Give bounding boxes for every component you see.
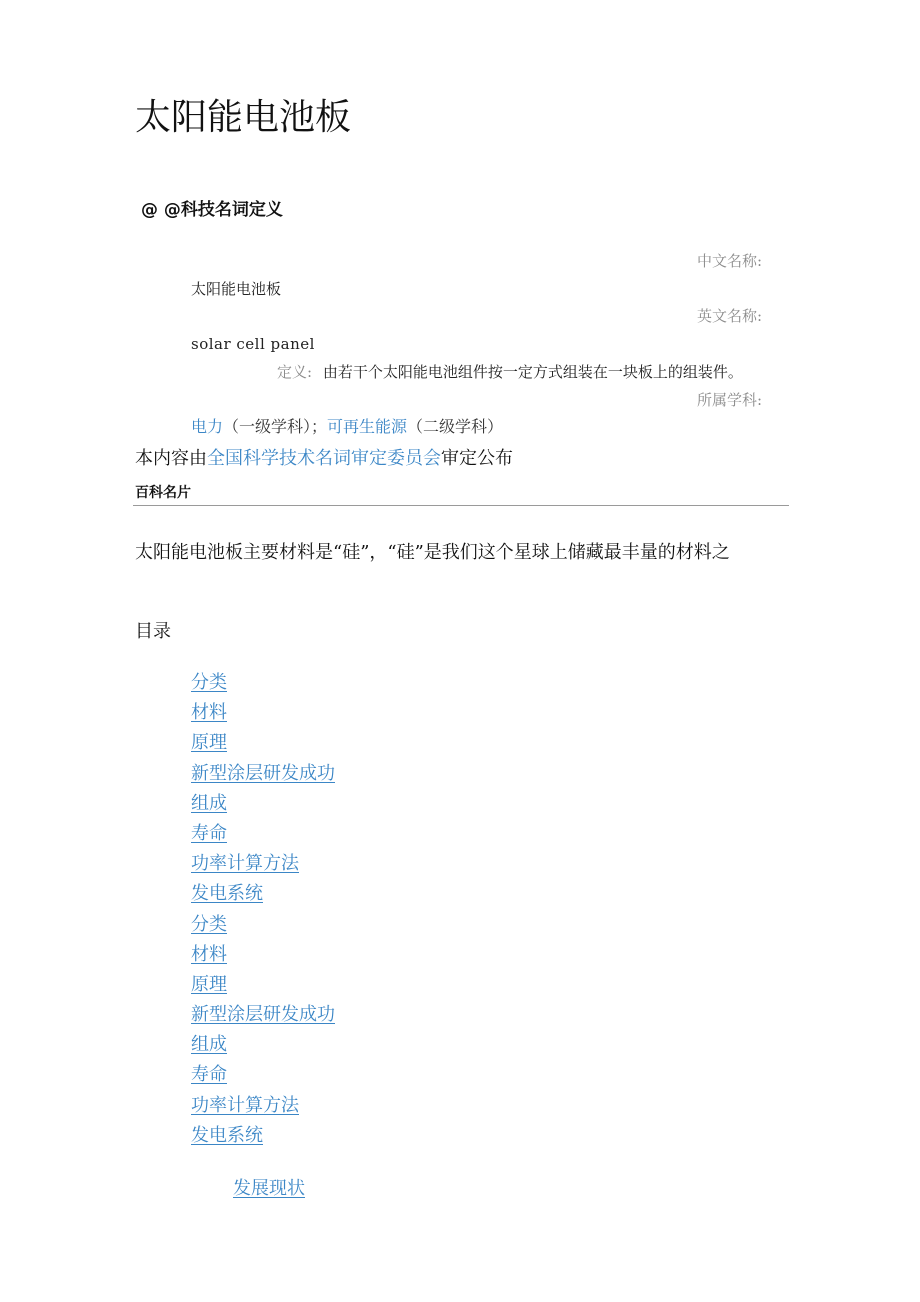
toc-list	[191, 670, 335, 1153]
toc-link-materials[interactable]: 材料	[191, 943, 227, 965]
subject-primary-link[interactable]: 电力	[191, 417, 224, 436]
cn-name-value: 太阳能电池板	[191, 280, 282, 298]
toc-link-generation-system[interactable]: 发电系统	[191, 1124, 263, 1146]
en-name-label: 英文名称:	[697, 307, 763, 325]
definition-row	[277, 361, 743, 383]
toc-item	[191, 851, 335, 881]
toc-link-generation-system[interactable]: 发电系统	[191, 883, 263, 905]
cn-name-label: 中文名称:	[697, 252, 763, 270]
toc-item	[191, 881, 335, 911]
committee-link[interactable]: 全国科学技术名词审定委员会	[207, 448, 441, 469]
subject-secondary-note: （二级学科）	[407, 417, 504, 436]
notice-prefix: 本内容由	[135, 448, 207, 469]
toc-item	[191, 791, 335, 821]
definition-value: 由若干个太阳能电池组件按一定方式组装在一块板上的组装件。	[322, 363, 743, 381]
toc-link-classification[interactable]: 分类	[191, 913, 227, 935]
toc-item	[191, 912, 335, 942]
notice-suffix: 审定公布	[441, 448, 513, 469]
toc-item	[191, 761, 335, 791]
publication-notice	[135, 446, 513, 472]
toc-link-development-status[interactable]: 发展现状	[233, 1178, 305, 1199]
toc-item	[191, 972, 335, 1002]
section-divider	[133, 505, 789, 506]
toc-item	[191, 942, 335, 972]
toc-item	[191, 670, 335, 700]
subject-primary-note: （一级学科）；	[223, 417, 328, 436]
toc-link-lifespan[interactable]: 寿命	[191, 1064, 227, 1086]
toc-item	[191, 1062, 335, 1092]
page-title: 太阳能电池板	[135, 97, 352, 138]
toc-item	[191, 1093, 335, 1123]
toc-link-power-calculation[interactable]: 功率计算方法	[191, 1094, 299, 1116]
card-summary: 太阳能电池板主要材料是“硅”，“硅”是我们这个星球上储藏最丰量的材料之	[135, 542, 730, 563]
toc-link-composition[interactable]: 组成	[191, 792, 227, 814]
subject-secondary-link[interactable]: 可再生能源	[327, 417, 408, 436]
toc-link-power-calculation[interactable]: 功率计算方法	[191, 853, 299, 875]
toc-item	[191, 1123, 335, 1153]
toc-item	[191, 700, 335, 730]
toc-item	[191, 1002, 335, 1032]
toc-link-composition[interactable]: 组成	[191, 1034, 227, 1056]
toc-item	[191, 821, 335, 851]
subject-label: 所属学科:	[697, 391, 763, 409]
en-name-value: solar cell panel	[191, 335, 315, 353]
toc-link-classification[interactable]: 分类	[191, 672, 227, 693]
toc-link-principle[interactable]: 原理	[191, 973, 227, 995]
toc-link-materials[interactable]: 材料	[191, 702, 227, 724]
toc-title: 目录	[135, 621, 171, 642]
toc-link-principle[interactable]: 原理	[191, 732, 227, 754]
toc-link-new-coating[interactable]: 新型涂层研发成功	[191, 1004, 335, 1026]
subject-row	[191, 415, 503, 439]
toc-item	[191, 730, 335, 760]
toc-item	[191, 1032, 335, 1062]
toc-link-lifespan[interactable]: 寿命	[191, 822, 227, 844]
term-definition-heading: @ @科技名词定义	[141, 200, 283, 220]
toc-link-new-coating[interactable]: 新型涂层研发成功	[191, 762, 335, 784]
encyclopedia-card-heading: 百科名片	[135, 485, 191, 501]
definition-label: 定义:	[277, 363, 313, 381]
